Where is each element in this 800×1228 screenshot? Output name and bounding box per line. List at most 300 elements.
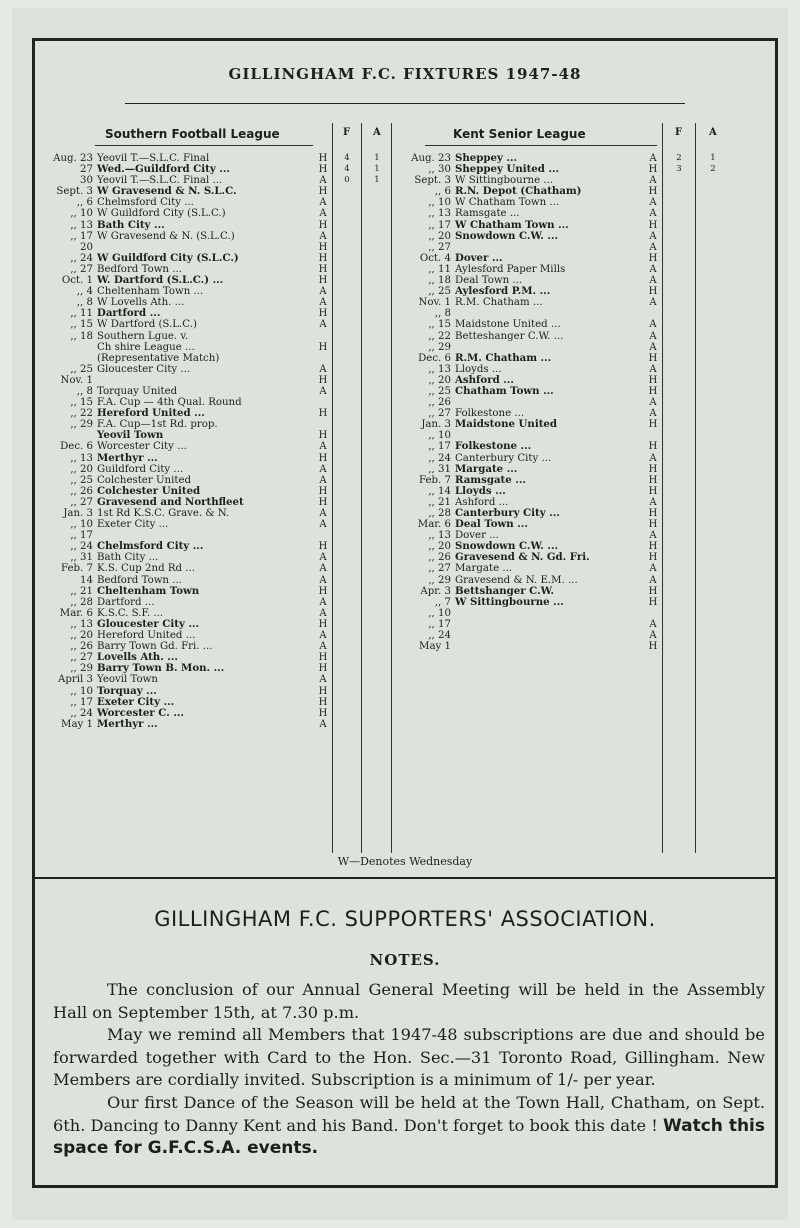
fixture-date: ,, 29 — [70, 663, 93, 675]
fixture-row — [397, 264, 659, 275]
fixture-row — [39, 552, 329, 563]
fixture-opponent: Maidstone United ... — [455, 319, 561, 331]
fixture-row — [397, 208, 659, 219]
fixture-date: ,, 24 — [70, 541, 93, 553]
fixture-row — [39, 153, 329, 164]
fixture-date: 30 — [80, 175, 93, 187]
fixture-row — [39, 197, 329, 208]
fixture-row — [39, 541, 329, 552]
fixture-opponent: Ashford ... — [455, 374, 514, 386]
fixture-row — [397, 197, 659, 208]
fixture-row — [39, 208, 329, 219]
fixture-opponent: Yeovil T.—S.L.C. Final — [97, 153, 210, 164]
fixture-row — [397, 231, 659, 242]
fixture-row — [397, 286, 659, 297]
fixture-row — [397, 486, 659, 497]
fixture-opponent: Yeovil Town — [97, 430, 164, 442]
fixture-opponent: Folkestone ... — [455, 408, 525, 420]
fixture-row — [397, 331, 659, 342]
fixture-venue: H — [648, 585, 658, 597]
fixture-venue: A — [649, 197, 657, 209]
fixture-opponent: Bedford Town ... — [97, 574, 182, 586]
fixture-venue: H — [318, 663, 328, 675]
fixture-venue: H — [648, 352, 658, 364]
fixture-opponent: W Dartford (S.L.C.) — [97, 319, 197, 331]
fixture-opponent: F.A. Cup — 4th Qual. Round — [97, 397, 242, 409]
fixture-date: Aug. 23 — [411, 153, 451, 164]
fixture-date: ,, 18 — [70, 330, 93, 342]
kent-f-header: F — [675, 127, 683, 138]
fixture-row — [39, 397, 329, 408]
fixture-row — [39, 253, 329, 264]
fixture-venue: A — [319, 563, 327, 575]
fixture-row — [397, 453, 659, 464]
fixture-date: ,, 18 — [428, 275, 451, 287]
fixture-date: Mar. 6 — [59, 607, 93, 619]
fixture-date: ,, 17 — [428, 441, 451, 453]
fixture-date: ,, 27 — [70, 496, 93, 508]
fixture-venue: A — [649, 297, 657, 309]
fixture-venue: A — [649, 397, 657, 409]
fixture-venue: A — [319, 552, 327, 564]
fixture-opponent: Margate ... — [455, 463, 518, 475]
fixture-venue: A — [649, 574, 657, 586]
fixture-venue: A — [319, 630, 327, 642]
fixture-row — [39, 508, 329, 519]
score-for: 0 — [344, 175, 350, 185]
fixture-date: ,, 8 — [76, 385, 93, 397]
fixture-date: 20 — [80, 241, 93, 253]
fixture-row — [397, 586, 659, 597]
fixture-date: ,, 7 — [434, 596, 451, 608]
fixture-date: ,, 31 — [428, 463, 451, 475]
fixture-venue: H — [648, 419, 658, 431]
fixture-opponent: R.M. Chatham ... — [455, 352, 552, 364]
fixture-row — [39, 453, 329, 464]
fixture-venue: H — [648, 374, 658, 386]
fixture-date: Oct. 1 — [61, 275, 93, 287]
fixture-opponent: Hereford United ... — [97, 408, 205, 420]
fixture-row — [397, 475, 659, 486]
fixture-opponent: Gravesend & N. Gd. Fri. — [455, 552, 590, 564]
fixture-opponent: Snowdown C.W. ... — [455, 230, 559, 242]
fixture-date: ,, 25 — [70, 474, 93, 486]
fixture-opponent: Gloucester City ... — [97, 363, 191, 375]
fixture-opponent: Aylesford P.M. ... — [455, 286, 551, 298]
note-events-callout: Watch this space for G.F.C.S.A. events. — [53, 1115, 765, 1159]
fixture-opponent: R.N. Depot (Chatham) — [455, 186, 582, 198]
fixture-venue: H — [648, 541, 658, 553]
fixture-row — [397, 441, 659, 452]
fixture-date: ,, 25 — [428, 385, 451, 397]
fixture-opponent: Merthyr ... — [97, 452, 158, 464]
fixture-row — [39, 175, 329, 186]
fixture-row — [397, 519, 659, 530]
fixture-row — [39, 242, 329, 253]
fixture-row — [397, 308, 659, 319]
fixture-date: ,, 24 — [70, 707, 93, 719]
fixture-row — [39, 486, 329, 497]
fixture-row — [39, 164, 329, 175]
page-title: GILLINGHAM F.C. FIXTURES 1947-48 — [228, 65, 582, 83]
divider-right-f — [662, 123, 663, 853]
fixture-opponent: Southern Lgue. v. — [97, 330, 189, 342]
divider-center — [391, 123, 392, 853]
notes-title: NOTES. — [369, 951, 441, 969]
fixture-venue: A — [649, 175, 657, 187]
southern-a-header: A — [373, 127, 381, 138]
fixture-date: Aug. 23 — [53, 153, 93, 164]
note-subscriptions: May we remind all Members that 1947-48 subscriptions are due and should be forwarded together with Card to the Hon. Sec.—31 Toronto Road, Gillingham. New Members are cordially invited. Subscription is a minimum of 1/- per year. — [53, 1025, 765, 1090]
fixture-date: Feb. 7 — [60, 563, 93, 575]
fixture-date: 14 — [80, 574, 93, 586]
fixture-opponent: Chelmsford City ... — [97, 541, 204, 553]
fixture-venue: A — [319, 230, 327, 242]
fixture-opponent: Betteshanger C.W. ... — [455, 330, 564, 342]
fixture-date: ,, 6 — [434, 186, 451, 198]
fixture-opponent: Worcester C. ... — [97, 707, 184, 719]
fixture-opponent: Deal Town ... — [455, 275, 523, 287]
fixture-row — [39, 430, 329, 441]
fixture-opponent: Wed.—Guildford City ... — [97, 164, 230, 176]
fixture-opponent: Merthyr ... — [97, 718, 158, 730]
fixture-date: Feb. 7 — [418, 474, 451, 486]
fixture-venue: H — [648, 441, 658, 453]
fixture-row — [397, 552, 659, 563]
fixture-venue: H — [648, 552, 658, 564]
fixture-date: ,, 8 — [76, 297, 93, 309]
fixture-venue: H — [648, 519, 658, 531]
southern-heading-rule — [95, 145, 313, 146]
fixture-date: ,, 10 — [70, 208, 93, 220]
kent-a-scores — [701, 153, 725, 175]
fixture-opponent: Canterbury City ... — [455, 452, 552, 464]
fixture-row — [397, 497, 659, 508]
fixture-venue: H — [318, 219, 328, 231]
fixture-date: ,, 24 — [428, 452, 451, 464]
fixture-date: ,, 13 — [70, 219, 93, 231]
fixture-date: Dec. 6 — [60, 441, 93, 453]
fixture-venue: H — [318, 430, 328, 442]
fixture-date: ,, 26 — [70, 485, 93, 497]
fixture-row — [39, 530, 329, 541]
wednesday-note: W—Denotes Wednesday — [337, 855, 473, 868]
fixture-date: Jan. 3 — [63, 508, 93, 519]
fixture-date: ,, 24 — [428, 630, 451, 642]
fixture-venue: H — [648, 463, 658, 475]
score-against: 1 — [710, 153, 716, 163]
fixture-row — [397, 419, 659, 430]
fixture-opponent: Colchester United — [97, 485, 201, 497]
fixture-date: ,, 13 — [428, 363, 451, 375]
fixture-date: ,, 25 — [70, 363, 93, 375]
fixture-venue: H — [318, 252, 328, 264]
fixture-venue: A — [649, 563, 657, 575]
fixture-row — [39, 275, 329, 286]
fixture-row — [39, 308, 329, 319]
divider-left-f — [332, 123, 333, 853]
fixture-venue: A — [319, 718, 327, 730]
fixture-opponent: Torquay United — [97, 385, 178, 397]
fixture-opponent: Gloucester City ... — [97, 618, 200, 630]
fixture-date: ,, 17 — [428, 219, 451, 231]
fixture-opponent: Worcester City ... — [97, 441, 187, 453]
fixture-row — [39, 220, 329, 231]
fixture-date: Oct. 4 — [419, 252, 451, 264]
fixture-venue: H — [318, 275, 328, 287]
fixture-opponent: Dartford ... — [97, 308, 161, 320]
fixture-venue: A — [319, 607, 327, 619]
fixture-venue: H — [318, 585, 328, 597]
fixture-opponent: Torquay ... — [97, 685, 157, 697]
fixture-date: Sept. 3 — [414, 175, 451, 187]
notes-body — [53, 979, 765, 1160]
fixture-row — [397, 575, 659, 586]
fixture-venue: H — [318, 485, 328, 497]
fixture-date: ,, 29 — [70, 419, 93, 431]
fixture-row — [397, 220, 659, 231]
fixture-date: Mar. 6 — [417, 519, 451, 531]
fixture-row — [397, 386, 659, 397]
fixture-row — [39, 353, 329, 364]
fixture-opponent: Lloyds ... — [455, 485, 506, 497]
fixture-row — [39, 641, 329, 652]
fixture-venue: H — [318, 696, 328, 708]
fixture-row — [397, 275, 659, 286]
divider-right-a — [695, 123, 696, 853]
fixture-row — [39, 686, 329, 697]
fixture-opponent: W Gravesend & N. (S.L.C.) — [97, 230, 235, 242]
fixture-opponent: F.A. Cup—1st Rd. prop. — [97, 419, 218, 431]
title-rule — [125, 103, 685, 104]
fixture-venue: A — [319, 385, 327, 397]
fixture-date: ,, 10 — [428, 430, 451, 442]
fixture-row — [39, 231, 329, 242]
fixture-opponent: Lloyds ... — [455, 363, 502, 375]
fixture-opponent: R.M. Chatham ... — [455, 297, 543, 309]
section-rule — [35, 877, 775, 879]
fixture-venue: H — [318, 153, 328, 164]
fixture-date: ,, 11 — [428, 263, 451, 275]
fixture-opponent: Ashford ... — [455, 496, 509, 508]
kent-fixture-list — [397, 153, 659, 652]
fixture-row — [39, 563, 329, 574]
fixture-venue: H — [648, 164, 658, 176]
fixture-opponent: Cheltenham Town ... — [97, 286, 204, 298]
fixture-date: ,, 29 — [428, 341, 451, 353]
fixture-row — [39, 375, 329, 386]
fixture-date: ,, 27 — [70, 652, 93, 664]
fixture-row — [397, 342, 659, 353]
note-dance-text: Our first Dance of the Season will be held at the Town Hall, Chatham, on Sept. 6th. Dancing to Danny Kent and his Band. Don't forget to book this date ! — [53, 1092, 765, 1135]
fixture-date: Dec. 6 — [418, 352, 451, 364]
fixture-row — [39, 331, 329, 342]
fixture-date: ,, 30 — [428, 164, 451, 176]
fixture-date: Apr. 3 — [420, 585, 451, 597]
divider-left-a — [361, 123, 362, 853]
fixture-row — [39, 408, 329, 419]
fixture-opponent: W Lovells Ath. ... — [97, 297, 185, 309]
fixture-opponent: Gravesend & N. E.M. ... — [455, 574, 578, 586]
score-for: 4 — [344, 153, 350, 163]
fixture-venue: H — [648, 641, 658, 653]
fixture-opponent: Bath City ... — [97, 219, 165, 231]
fixture-venue: A — [319, 519, 327, 531]
fixture-row — [39, 464, 329, 475]
card-frame — [32, 38, 778, 1188]
fixture-opponent: Yeovil T.—S.L.C. Final ... — [97, 175, 223, 187]
fixture-venue: A — [649, 230, 657, 242]
fixture-row — [397, 641, 659, 652]
fixture-row — [397, 397, 659, 408]
score-against: 2 — [710, 164, 716, 174]
fixture-date: ,, 26 — [428, 397, 451, 409]
fixture-date: ,, 21 — [70, 585, 93, 597]
fixture-date: ,, 25 — [428, 286, 451, 298]
fixture-row — [39, 441, 329, 452]
fixture-date: ,, 20 — [428, 374, 451, 386]
fixture-venue: A — [649, 496, 657, 508]
fixture-venue: A — [649, 208, 657, 220]
fixture-date: ,, 11 — [70, 308, 93, 320]
kent-a-header: A — [709, 127, 717, 138]
fixture-date: ,, 28 — [428, 508, 451, 519]
fixture-opponent: Colchester United — [97, 474, 191, 486]
fixture-date: May 1 — [419, 641, 451, 653]
fixture-venue: A — [319, 286, 327, 298]
fixture-date: ,, 27 — [70, 263, 93, 275]
fixture-venue: A — [649, 618, 657, 630]
fixture-venue: A — [649, 363, 657, 375]
fixture-date: ,, 10 — [428, 197, 451, 209]
fixture-opponent: Bettshanger C.W. — [455, 585, 555, 597]
fixture-opponent: Ramsgate ... — [455, 474, 526, 486]
fixture-venue: A — [319, 175, 327, 187]
fixture-opponent: Chelmsford City ... — [97, 197, 194, 209]
fixture-venue: A — [319, 208, 327, 220]
southern-f-header: F — [343, 127, 351, 138]
fixture-venue: A — [319, 596, 327, 608]
fixture-opponent: Cheltenham Town — [97, 585, 200, 597]
fixture-row — [397, 408, 659, 419]
fixture-venue: A — [649, 530, 657, 542]
fixture-date: ,, 27 — [428, 408, 451, 420]
fixture-row — [39, 386, 329, 397]
fixture-opponent: Folkestone ... — [455, 441, 532, 453]
fixture-opponent: (Representative Match) — [97, 352, 220, 364]
fixture-venue: A — [649, 630, 657, 642]
fixture-opponent: Sheppey United ... — [455, 164, 560, 176]
note-agm: The conclusion of our Annual General Meeting will be held in the Assembly Hall on September 15th, at 7.30 p.m. — [53, 980, 765, 1022]
fixture-row — [39, 674, 329, 685]
fixture-venue: H — [648, 219, 658, 231]
fixture-row — [397, 253, 659, 264]
fixture-venue: A — [319, 363, 327, 375]
fixture-row — [39, 619, 329, 630]
fixture-row — [39, 719, 329, 730]
kent-league-heading: Kent Senior League — [453, 127, 586, 141]
fixture-venue: H — [318, 408, 328, 420]
fixture-row — [397, 375, 659, 386]
kent-heading-rule — [425, 145, 657, 146]
fixture-row — [39, 364, 329, 375]
fixture-date: ,, 28 — [70, 596, 93, 608]
fixture-opponent: Deal Town ... — [455, 519, 528, 531]
fixture-date: ,, 10 — [70, 519, 93, 531]
score-against: 1 — [374, 164, 380, 174]
fixture-venue: A — [649, 153, 657, 164]
fixture-opponent: Yeovil Town — [97, 674, 158, 686]
fixture-row — [39, 319, 329, 330]
fixture-venue: H — [648, 485, 658, 497]
fixture-venue: H — [648, 186, 658, 198]
fixture-opponent: Bedford Town ... — [97, 263, 182, 275]
fixture-opponent: W Gravesend & N. S.L.C. — [97, 186, 237, 198]
fixture-row — [39, 419, 329, 430]
fixture-opponent: Margate ... — [455, 563, 513, 575]
score-for: 4 — [344, 164, 350, 174]
fixture-opponent: K.S.C. S.F. ... — [97, 607, 164, 619]
fixture-venue: H — [318, 341, 328, 353]
fixture-venue: H — [648, 252, 658, 264]
fixture-date: ,, 4 — [76, 286, 93, 298]
fixture-opponent: Barry Town B. Mon. ... — [97, 663, 225, 675]
fixture-row — [397, 319, 659, 330]
southern-f-scores — [335, 153, 359, 186]
fixture-venue: A — [319, 674, 327, 686]
fixture-venue: A — [319, 319, 327, 331]
fixture-row — [397, 464, 659, 475]
fixture-venue: H — [318, 308, 328, 320]
fixture-row — [39, 663, 329, 674]
fixture-opponent: W Sittingbourne ... — [455, 596, 564, 608]
fixture-opponent: Chatham Town ... — [455, 385, 554, 397]
fixture-date: ,, 13 — [70, 618, 93, 630]
fixture-opponent: Ramsgate ... — [455, 208, 520, 220]
fixture-date: May 1 — [61, 718, 93, 730]
fixture-venue: H — [648, 286, 658, 298]
fixture-opponent: Sheppey ... — [455, 153, 518, 164]
fixture-opponent: Barry Town Gd. Fri. ... — [97, 641, 213, 653]
fixture-opponent: W Guildford City (S.L.C.) — [97, 208, 226, 220]
fixture-opponent: W Chatham Town ... — [455, 197, 560, 209]
fixture-opponent: Hereford United ... — [97, 630, 196, 642]
fixture-venue: H — [318, 652, 328, 664]
fixture-date: ,, 15 — [70, 319, 93, 331]
fixture-date: ,, 17 — [70, 696, 93, 708]
fixture-venue: A — [649, 263, 657, 275]
fixture-venue: A — [319, 641, 327, 653]
fixture-venue: H — [318, 452, 328, 464]
fixture-venue: A — [319, 297, 327, 309]
southern-fixture-list — [39, 153, 329, 730]
fixture-date: ,, 20 — [428, 541, 451, 553]
fixture-venue: H — [648, 474, 658, 486]
fixture-row — [397, 530, 659, 541]
fixture-row — [397, 353, 659, 364]
fixture-venue: H — [318, 164, 328, 176]
fixture-row — [397, 153, 659, 164]
fixture-row — [39, 497, 329, 508]
fixture-row — [397, 608, 659, 619]
fixture-date: ,, 20 — [70, 630, 93, 642]
fixture-row — [39, 597, 329, 608]
fixture-venue: A — [319, 508, 327, 519]
fixture-row — [397, 430, 659, 441]
fixture-row — [39, 630, 329, 641]
fixture-row — [397, 630, 659, 641]
fixture-date: ,, 17 — [428, 618, 451, 630]
